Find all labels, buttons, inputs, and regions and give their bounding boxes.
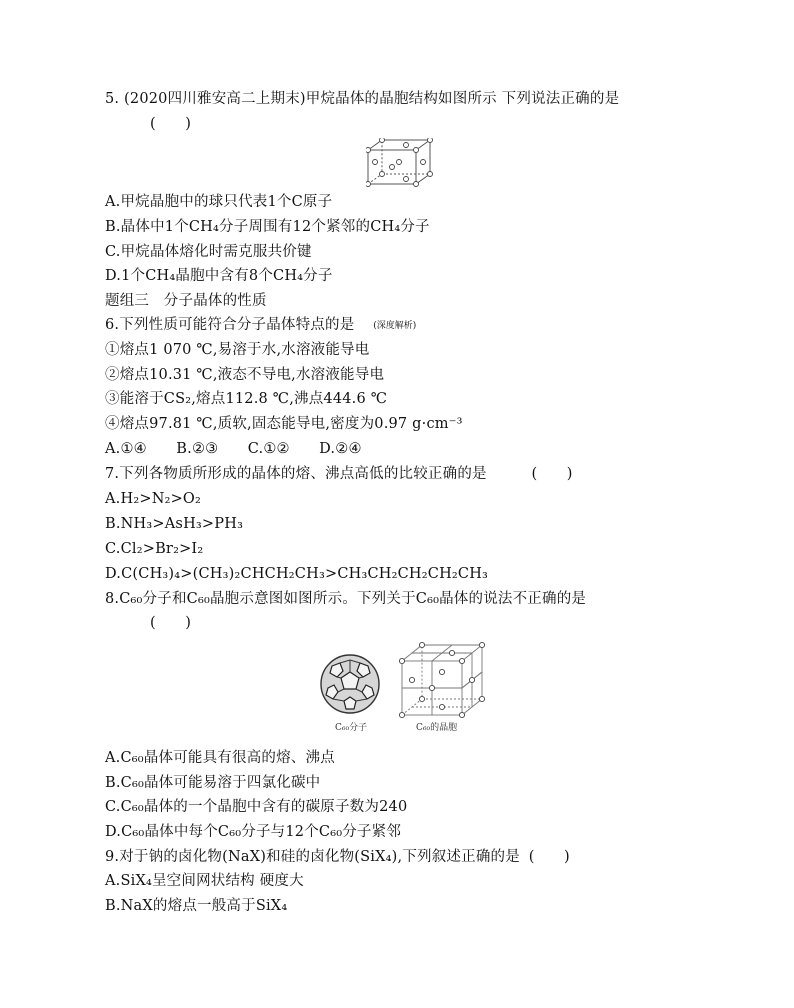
- q6-options: A.①④ B.②③ C.①② D.②④: [105, 441, 362, 457]
- q6-stem: 6.下列性质可能符合分子晶体特点的是: [105, 317, 355, 333]
- q7-stem-line: [105, 463, 573, 485]
- q6-item-4: ④熔点97.81 ℃,质软,固态能导电,密度为0.97 g·cm⁻³: [105, 416, 463, 432]
- q7-option-d: D.C(CH₃)₄>(CH₃)₂CHCH₂CH₃>CH₃CH₂CH₂CH₂CH₃: [105, 566, 489, 582]
- q6-item-2: ②熔点10.31 ℃,液态不导电,水溶液能导电: [105, 367, 385, 383]
- q5-stem: 5. (2020四川雅安高二上期末)甲烷晶体的晶胞结构如图所示 下列说法正确的是: [105, 91, 620, 107]
- q8-option-c: C.C₆₀晶体的一个晶胞中含有的碳原子数为240: [105, 799, 408, 815]
- q9-stem-line: [105, 846, 570, 868]
- c60-molecule-figure: [318, 652, 382, 716]
- q8-option-d: D.C₆₀晶体中每个C₆₀分子与12个C₆₀分子紧邻: [105, 824, 402, 840]
- q6-item-1: ①熔点1 070 ℃,易溶于水,水溶液能导电: [105, 342, 370, 358]
- q9-option-a: A.SiX₄呈空间网状结构 硬度大: [105, 873, 304, 889]
- q7-answer-blank: ( ): [531, 466, 573, 482]
- group3-title: 题组三 分子晶体的性质: [105, 293, 267, 309]
- q5-option-c: C.甲烷晶体熔化时需克服共价键: [105, 244, 312, 260]
- c60-unit-cell-caption: C₆₀的晶胞: [416, 723, 458, 733]
- q7-option-b: B.NH₃>AsH₃>PH₃: [105, 516, 244, 532]
- q8-stem: 8.C₆₀分子和C₆₀晶胞示意图如图所示。下列关于C₆₀晶体的说法不正确的是: [105, 591, 587, 607]
- q9-answer-blank: ( ): [528, 849, 570, 865]
- q8-option-a: A.C₆₀晶体可能具有很高的熔、沸点: [105, 750, 335, 766]
- c60-unit-cell-figure: [398, 641, 486, 719]
- q6-tag: (深度解析): [373, 321, 417, 331]
- q9-stem: 9.对于钠的卤化物(NaX)和硅的卤化物(SiX₄),下列叙述正确的是: [105, 849, 520, 865]
- methane-unit-cell-figure: [366, 138, 434, 188]
- q5-answer-blank: ( ): [150, 116, 192, 132]
- q7-option-c: C.Cl₂>Br₂>I₂: [105, 541, 204, 557]
- q8-answer-blank: ( ): [150, 615, 192, 631]
- q7-option-a: A.H₂>N₂>O₂: [105, 491, 202, 507]
- q5-option-a: A.甲烷晶胞中的球只代表1个C原子: [105, 194, 333, 210]
- q7-stem: 7.下列各物质所形成的晶体的熔、沸点高低的比较正确的是: [105, 466, 487, 482]
- q6-item-3: ③能溶于CS₂,熔点112.8 ℃,沸点444.6 ℃: [105, 391, 388, 407]
- q8-option-b: B.C₆₀晶体可能易溶于四氯化碳中: [105, 775, 321, 791]
- q5-option-b: B.晶体中1个CH₄分子周围有12个紧邻的CH₄分子: [105, 219, 430, 235]
- q9-option-b: B.NaX的熔点一般高于SiX₄: [105, 898, 288, 914]
- q5-option-d: D.1个CH₄晶胞中含有8个CH₄分子: [105, 268, 333, 284]
- c60-molecule-caption: C₆₀分子: [335, 723, 368, 733]
- q6-stem-line: [105, 314, 416, 337]
